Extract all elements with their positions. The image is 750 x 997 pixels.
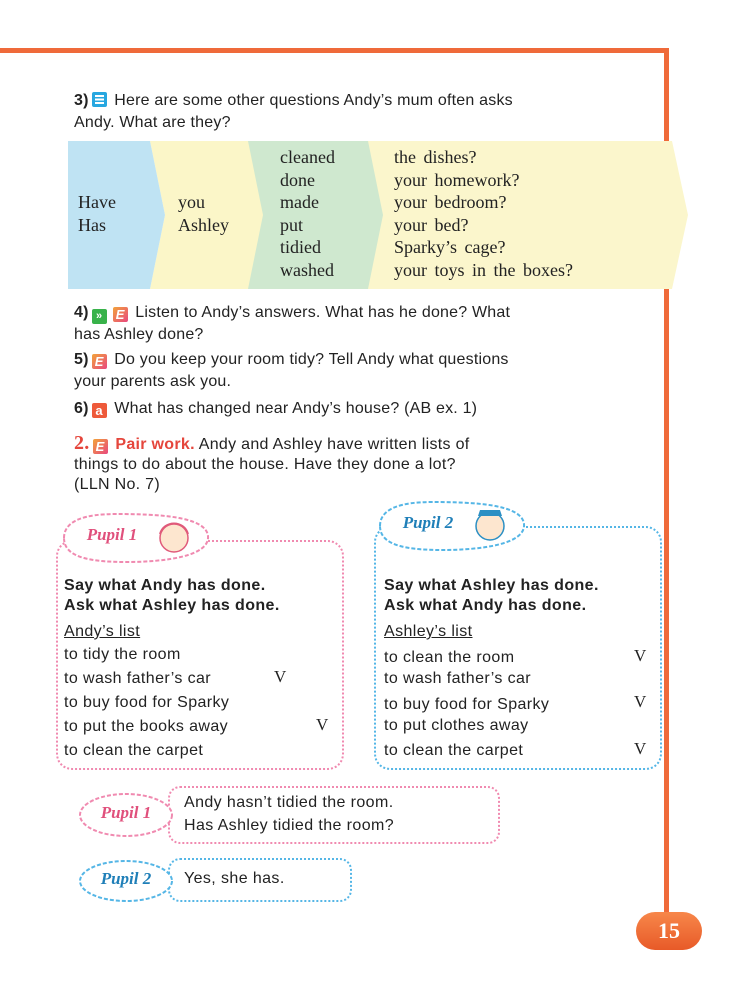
exercise-number: 5) <box>74 351 89 368</box>
listen-icon: » <box>92 309 107 324</box>
table-column-verb <box>280 146 335 281</box>
done-check-mark: V <box>316 715 329 734</box>
exercise-number: 6) <box>74 400 89 417</box>
exercise-4 <box>74 302 510 346</box>
list-item: to buy food for Sparky <box>384 696 550 713</box>
list-item: to put the books away <box>64 718 229 735</box>
instruction: Ask what Ashley has done. <box>64 597 280 614</box>
table-cell: the dishes? <box>394 147 477 167</box>
table-cell: cleaned <box>280 147 335 167</box>
list-title: Andy’s list <box>64 623 141 640</box>
done-check-mark: V <box>634 692 647 711</box>
instruction: Say what Andy has done. <box>64 577 266 594</box>
table-cell: put <box>280 214 304 235</box>
list-title: Ashley’s list <box>384 623 473 640</box>
table-cell: Ashley <box>178 214 229 235</box>
grammar-table <box>68 141 688 289</box>
exercise-text: What has changed near Andy’s house? (AB ex. 1) <box>114 400 478 417</box>
pupil-2-label: Pupil 2 <box>402 513 454 532</box>
exercise-number: 3) <box>74 92 89 109</box>
table-column-object <box>394 146 573 281</box>
instruction: Say what Ashley has done. <box>384 577 599 594</box>
speak-icon: E <box>93 439 108 454</box>
table-cell: your homework? <box>394 169 520 190</box>
task-text: Andy and Ashley have written lists of <box>198 436 470 453</box>
exercise-6 <box>74 398 477 420</box>
table-cell: done <box>280 169 315 190</box>
table-cell: your bed? <box>394 214 469 235</box>
dialog-line: Has Ashley tidied the room? <box>184 817 395 834</box>
list-item: to wash father’s car <box>64 670 212 687</box>
exercise-number: 4) <box>74 304 89 321</box>
speak-icon: E <box>113 307 128 322</box>
list-icon <box>92 92 107 107</box>
table-column-subject <box>178 191 229 236</box>
page-frame-top <box>0 48 668 53</box>
task-text: things to do about the house. Have they done a lot? <box>74 456 456 473</box>
table-cell: your bedroom? <box>394 192 507 212</box>
table-cell: Sparky’s cage? <box>394 237 506 257</box>
done-check-mark: V <box>274 667 287 686</box>
exercise-text: Listen to Andy’s answers. What has he done? What <box>135 304 511 321</box>
write-icon: a <box>92 403 107 418</box>
dialog-line: Yes, she has. <box>184 870 285 887</box>
table-cell: made <box>280 192 319 212</box>
exercise-5 <box>74 349 509 393</box>
boy-face-icon <box>476 512 504 540</box>
task-title: Pair work. <box>115 436 195 453</box>
speak-icon: E <box>92 354 107 369</box>
list-item: to buy food for Sparky <box>64 694 230 711</box>
exercise-text: has Ashley done? <box>74 326 204 343</box>
table-cell: Has <box>78 214 106 235</box>
list-item: to tidy the room <box>64 646 181 663</box>
list-item: to wash father’s car <box>384 670 532 687</box>
task-number: 2. <box>74 432 90 454</box>
table-cell: you <box>178 192 205 212</box>
task-2 <box>74 433 594 495</box>
grammar-table-background <box>68 141 688 289</box>
table-cell: tidied <box>280 237 321 257</box>
task-text: (LLN No. 7) <box>74 476 160 493</box>
table-cell: Have <box>78 192 116 212</box>
done-check-mark: V <box>634 739 647 758</box>
exercise-text: your parents ask you. <box>74 373 232 390</box>
list-item: to clean the carpet <box>384 742 524 759</box>
pupil-2-label: Pupil 2 <box>100 869 152 888</box>
table-cell: washed <box>280 259 334 280</box>
list-item: to clean the room <box>384 649 515 666</box>
pupil-1-label: Pupil 1 <box>86 525 138 544</box>
instruction: Ask what Andy has done. <box>384 597 587 614</box>
list-item: to put clothes away <box>384 717 529 734</box>
done-check-mark: V <box>634 646 647 665</box>
table-column-auxiliary <box>78 191 116 236</box>
table-cell: your toys in the boxes? <box>394 259 573 280</box>
pupil-1-label: Pupil 1 <box>100 803 152 822</box>
exercise-3 <box>74 90 513 134</box>
exercise-text: Here are some other questions Andy’s mum often asks <box>114 92 513 109</box>
list-item: to clean the carpet <box>64 742 204 759</box>
dialog-line: Andy hasn’t tidied the room. <box>184 794 394 811</box>
exercise-text: Andy. What are they? <box>74 114 231 131</box>
exercise-text: Do you keep your room tidy? Tell Andy what questions <box>114 351 509 368</box>
page-number: 15 <box>636 912 702 950</box>
